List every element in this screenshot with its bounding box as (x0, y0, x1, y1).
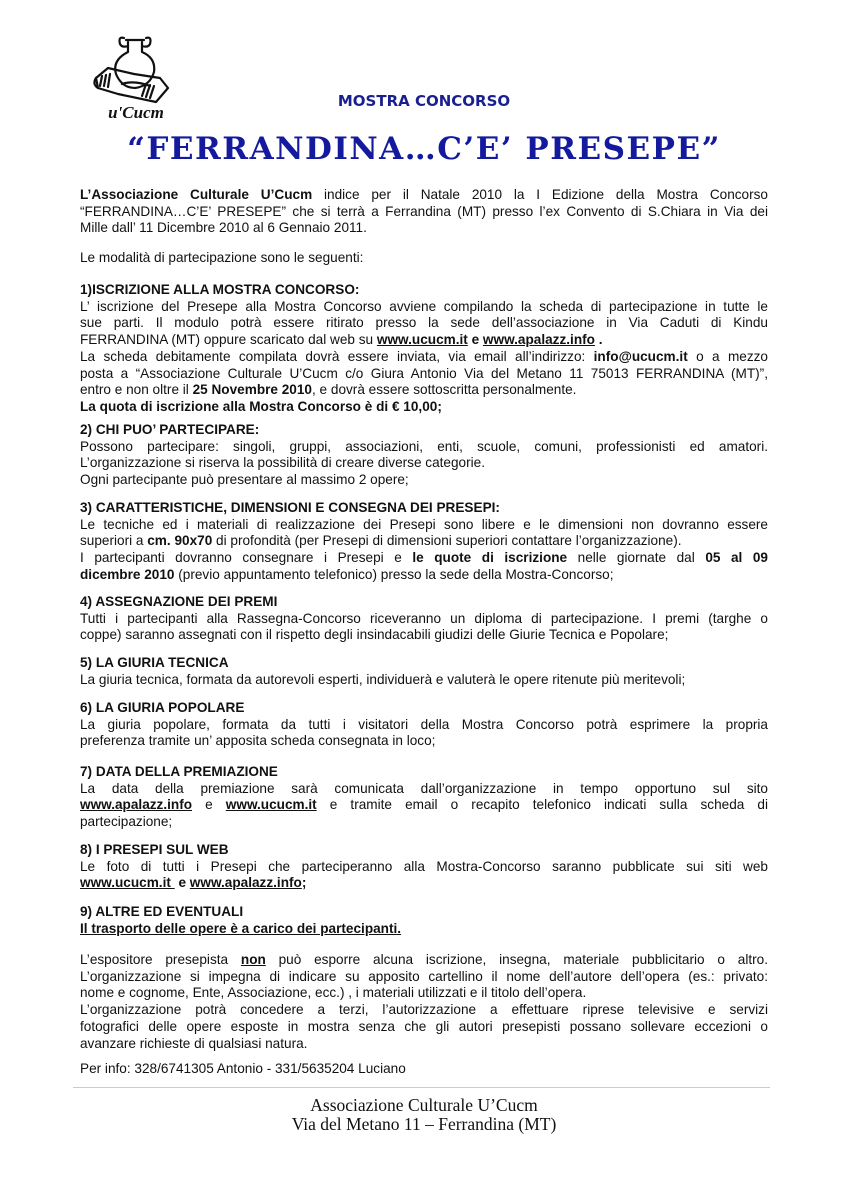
section-heading: 9) ALTRE ED EVENTUALI (80, 904, 244, 919)
deadline: 25 Novembre 2010 (192, 382, 312, 398)
section-heading: 4) ASSEGNAZIONE DEI PREMI (80, 594, 278, 609)
section-text: posta a “Associazione Culturale U’Cucm c/o Giura Antonio Via del Metano 11 75013 FERRANDINA (MT)”, (80, 365, 768, 381)
section-heading: 6) LA GIURIA POPOLARE (80, 700, 245, 715)
section-9 (80, 904, 768, 937)
section-text: entro e non oltre il (80, 382, 193, 398)
delivery-dates: dicembre 2010 (80, 566, 175, 582)
section-text: L’organizzazione si riserva la possibilità di creare diverse categorie. (80, 455, 485, 471)
section-text: di profondità (per Presepi di dimensioni superiori contattare l’organizzazione). (212, 533, 682, 549)
modalita-text: Le modalità di partecipazione sono le seguenti: (80, 250, 364, 265)
contact-info: Per info: 328/6741305 Antonio - 331/5635204 Luciano (80, 1061, 406, 1076)
section-text: nome e cognome, Ente, Associazione, ecc.) , i materiali utilizzati e il titolo dell’opera. (80, 985, 587, 1001)
non-emphasis: non (240, 952, 266, 967)
section-text: Tutti i partecipanti alla Rassegna-Concorso riceveranno un diploma di partecipazione. I premi (targhe o (80, 610, 768, 626)
fee-text: La quota di iscrizione alla Mostra Concorso è di € 10,00; (80, 398, 442, 414)
section-text: La giuria popolare, formata da tutti i visitatori della Mostra Concorso potrà esprimere la propria (80, 716, 768, 732)
link-apalazz[interactable]: www.apalazz.info (189, 875, 302, 891)
section-text: , e dovrà essere sottoscritta personalmente. (312, 382, 577, 398)
section-text: partecipazione; (80, 814, 173, 830)
link-ucucm[interactable]: www.ucucm.it (376, 332, 468, 348)
transport-note: Il trasporto delle opere è a carico dei partecipanti. (80, 920, 402, 936)
footer-org: Associazione Culturale U’Cucm (310, 1095, 538, 1115)
section-2 (80, 422, 768, 489)
section-6 (80, 700, 768, 750)
link-apalazz[interactable]: www.apalazz.info (80, 797, 193, 813)
section-text: avanzare richieste di qualsiasi natura. (80, 1035, 308, 1051)
link-ucucm[interactable]: www.ucucm.it (80, 875, 175, 891)
section-text: Possono partecipare: singoli, gruppi, associazioni, enti, scuole, comuni, professionisti ed amatori. (80, 438, 768, 454)
section-text: FERRANDINA (MT) oppure scaricato dal web su (80, 332, 377, 348)
section-3 (80, 500, 768, 584)
section-heading: 3) CARATTERISTICHE, DIMENSIONI E CONSEGNA DEI PRESEPI: (80, 500, 500, 515)
section-text: e tramite email o recapito telefonico indicati sulla scheda di (316, 797, 768, 813)
section-text: L’espositore presepista (80, 952, 241, 967)
section-5 (80, 655, 768, 688)
delivery-dates: 05 al 09 (705, 550, 768, 566)
intro-line: Mille dall’ 11 Dicembre 2010 al 6 Gennaio 2011. (80, 220, 367, 236)
section-text: (previo appuntamento telefonico) presso la sede della Mostra-Concorso; (174, 566, 614, 582)
section-text: e (192, 797, 226, 813)
section-4 (80, 594, 768, 644)
section-text: può esporre alcuna iscrizione, insegna, materiale pubblicitario o altro. (265, 952, 768, 967)
intro-section (80, 187, 768, 237)
section-text: fotografici delle opere esposte in mostra senza che gli autori presepisti possano sollevare eccezioni o (80, 1018, 768, 1034)
section-text: L’ iscrizione del Presepe alla Mostra Concorso avviene compilando la scheda di partecipazione in tutte le (80, 298, 768, 314)
section-text: La giuria tecnica, formata da autorevoli esperti, individuerà e valuterà le opere ritenute più meritevoli; (80, 671, 686, 687)
section-7 (80, 764, 768, 831)
link-apalazz[interactable]: www.apalazz.info (482, 332, 595, 348)
section-heading: 5) LA GIURIA TECNICA (80, 655, 229, 670)
section-heading: 1)ISCRIZIONE ALLA MOSTRA CONCORSO: (80, 282, 360, 297)
footer-address: Via del Metano 11 – Ferrandina (MT) (291, 1114, 557, 1134)
section-heading: 2) CHI PUO’ PARTECIPARE: (80, 422, 260, 437)
section-text: e (467, 332, 483, 348)
intro-line: “FERRANDINA…C’E’ PRESEPE” che si terrà a Ferrandina (MT) presso l’ex Convento di S.Chiara in Via dei (80, 203, 768, 219)
email-link[interactable]: info@ucucm.it (593, 348, 688, 364)
footer-divider (73, 1087, 770, 1088)
section-text: e (174, 875, 190, 891)
section-text: L’organizzazione si impegna di indicare su apposito cartellino il nome dell’autore dell’opera (es.: privato: (80, 968, 768, 984)
section-1 (80, 282, 768, 416)
section-text: Le tecniche ed i materiali di realizzazione dei Presepi sono libere e le dimensioni non dovranno essere (80, 516, 768, 532)
section-text: L’organizzazione potrà concedere a terzi, l’autorizzazione a effettuare riprese televisive e servizi (80, 1002, 768, 1018)
closing-section (80, 952, 768, 1052)
link-ucucm[interactable]: www.ucucm.it (225, 797, 317, 813)
section-text: ; (301, 875, 307, 891)
section-text: . (594, 332, 603, 348)
section-text: superiori a (80, 533, 148, 549)
section-text: o a mezzo (687, 348, 768, 364)
section-text: Le foto di tutti i Presepi che parteciperanno alla Mostra-Concorso saranno pubblicate sui siti web (80, 858, 768, 874)
section-text: La data della premiazione sarà comunicata dall’organizzazione in tempo opportuno sul sito (80, 780, 768, 796)
section-text: le quote di iscrizione (412, 550, 568, 566)
section-text: I partecipanti dovranno consegnare i Presepi e (80, 550, 413, 566)
org-name: L’Associazione Culturale U’Cucm (80, 187, 313, 202)
dimensions: cm. 90x70 (147, 533, 213, 549)
logo-text: u'Cucm (108, 103, 164, 122)
section-text: nelle giornate dal (567, 550, 706, 566)
intro-text: indice per il Natale 2010 la I Edizione della Mostra Concorso (312, 187, 768, 202)
section-heading: 7) DATA DELLA PREMIAZIONE (80, 764, 278, 779)
section-text: Ogni partecipante può presentare al massimo 2 opere; (80, 472, 409, 488)
section-text: preferenza tramite un’ apposita scheda consegnata in loco; (80, 733, 436, 749)
section-text: La scheda debitamente compilata dovrà essere inviata, via email all’indirizzo: (80, 348, 594, 364)
section-text: coppe) saranno assegnati con il rispetto degli insindacabili giudizi delle Giurie Tecnica e Popolare; (80, 627, 669, 643)
section-text: sue parti. Il modulo potrà essere ritirato presso la sede dell’associazione in Via Caduti di Kindu (80, 315, 768, 331)
section-heading: 8) I PRESEPI SUL WEB (80, 842, 229, 857)
page-title: “FERRANDINA…C’E’ PRESEPE” (127, 131, 721, 167)
section-8 (80, 842, 768, 892)
subtitle: MOSTRA CONCORSO (337, 92, 511, 110)
